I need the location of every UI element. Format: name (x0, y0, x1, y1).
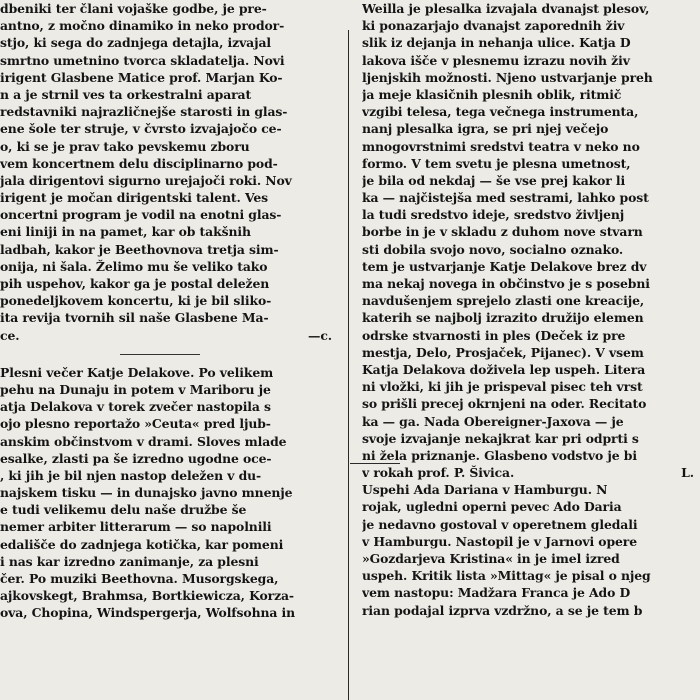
text-line: la tudi sredstvo ideje, sredstvo življenj (362, 207, 625, 223)
text-line: o, ki se je prav tako pevskemu zboru (0, 138, 250, 154)
text-line: Weilla je plesalka izvajala dvanajst plesov, (362, 1, 650, 16)
text-line: ene šole ter struje, v čvrsto izvajajočo ce- (0, 121, 282, 137)
text-line: nanj plesalka igra, se pri njej večejo (362, 121, 609, 137)
text-line: rojak, ugledni operni pevec Ado Daria (362, 499, 622, 515)
right-column (362, 0, 700, 619)
text-line: v Hamburgu. Nastopil je v Jarnovi opere (362, 533, 637, 549)
text-line (0, 327, 336, 344)
text-line: jala dirigentovi sigurno urejajoči roki. Nov (0, 172, 292, 188)
section-rule (350, 463, 400, 464)
text-line: ponedeljkovem koncertu, ki je bil sliko- (0, 293, 272, 309)
text-line: čer. Po muziki Beethovna. Musorgskega, (0, 571, 279, 586)
text-line: antno, z močno dinamiko in neko prodor- (0, 18, 285, 34)
text-line: i nas kar izredno zanimanje, za plesni (0, 553, 259, 569)
text-line: navdušenjem sprejelo zlasti one kreacije, (362, 293, 645, 309)
text-line: , ki jih je bil njen nastop deležen v du- (0, 467, 262, 483)
text-line: onija, ni šala. Želimo mu še veliko tako (0, 258, 268, 274)
text-line: esalke, zlasti pa še izredno ugodne oce- (0, 450, 272, 466)
text-line: rian podajal izprva vzdržno, a se je tem b (362, 602, 643, 618)
text-line: nemer arbiter litterarum — so napolnili (0, 519, 272, 535)
text-line: irigent je močan dirigentski talent. Ves (0, 190, 268, 206)
text-line: ki ponazarjajo dvanajst zaporednih živ (362, 18, 625, 34)
text-line: oncertni program je vodil na enotni glas- (0, 207, 282, 223)
text-line: redstavniki najrazličnejše starosti in glas- (0, 104, 288, 120)
text-line: svoje izvajanje nekajkrat kar pri odprti s (362, 430, 639, 446)
text-line: lakova išče v plesnemu izrazu novih živ (362, 52, 630, 68)
text-line: mestja, Delo, Prosjaček, Pijanec). V vsem (362, 344, 644, 360)
text-line: najskem tisku — in dunajsko javno mnenje (0, 485, 293, 501)
text-line: pehu na Dunaju in potem v Mariboru je (0, 381, 271, 397)
column-divider (348, 30, 349, 700)
text-line: n a je strnil ves ta orkestralni aparat (0, 86, 252, 102)
text-line: vem koncertnem delu disciplinarno pod- (0, 155, 278, 171)
text-line: atja Delakova v torek zvečer nastopila s (0, 399, 271, 415)
text-line: stjo, ki sega do zadnjega detajla, izvajal (0, 35, 272, 51)
text-line: irigent Glasbene Matice prof. Marjan Ko- (0, 69, 283, 85)
author-signature: L. (681, 465, 694, 481)
article-separator (0, 344, 336, 364)
text-fragment: N (591, 482, 608, 498)
text-line: ajkovskegt, Brahmsa, Bortkiewicza, Korza- (0, 588, 294, 604)
text-line: sti dobila svojo novo, socialno oznako. (362, 241, 624, 257)
text-fragment: Po velikem (194, 364, 274, 380)
text-line: ljenjskih možnosti. Njeno ustvarjanje preh (362, 69, 653, 85)
text-line: ma nekaj novega in občinstvo je s posebni (362, 276, 650, 291)
text-line: e tudi velikemu delu naše družbe še (0, 502, 247, 518)
text-line: mnogovrstnimi sredstvi teatra v neko no (362, 138, 640, 154)
text-line: eni liniji in na pamet, kar ob takšnih (0, 224, 251, 240)
left-column (0, 0, 336, 622)
text-line: smrtno umetnino tvorca skladatelja. Novi (0, 52, 285, 68)
text-fragment: v rokah prof. P. Šivica. (362, 465, 515, 481)
dance-evening-continued (362, 0, 700, 481)
text-line: ladbah, kakor je Beethovnova tretja sim- (0, 241, 279, 257)
text-line: ka — ga. Nada Obereigner-Jaxova — je (362, 413, 624, 429)
text-line: so prišli precej okrnjeni na oder. Recitato (362, 396, 647, 412)
author-signature: —c. (308, 327, 332, 343)
text-line: ova, Chopina, Windspergerja, Wolfsohna in (0, 605, 296, 621)
text-fragment: ce. (0, 327, 20, 343)
text-line: Katja Delakova doživela lep uspeh. Litera (362, 361, 646, 377)
text-line: odrske stvarnosti in ples (Deček iz pre (362, 327, 626, 343)
text-line: slik iz dejanja in nehanja ulice. Katja D (362, 35, 631, 51)
text-line: vzgibi telesa, tega večnega instrumenta, (362, 104, 639, 120)
text-line: ja meje klasičnih plesnih oblik, ritmič (362, 86, 622, 102)
text-line: anskim občinstvom v drami. Sloves mlade (0, 433, 287, 449)
text-line: ojo plesno reportažo »Ceuta« pred ljub- (0, 416, 271, 432)
text-line (362, 464, 700, 481)
text-line (0, 364, 336, 381)
text-line: vem nastopu: Madžara Franca je Ado D (362, 585, 631, 601)
text-line: ni žela priznanje. Glasbeno vodstvo je bi (362, 447, 637, 463)
text-line: ni vložki, ki jih je prispeval pisec teh vrst (362, 379, 643, 395)
text-line (362, 481, 700, 498)
text-line: katerih se najbolj izrazito družijo elemen (362, 310, 644, 326)
separator-rule (120, 354, 200, 355)
concert-review-paragraph (0, 0, 336, 344)
text-line: formo. V tem svetu je plesna umetnost, (362, 155, 631, 171)
text-line: ita revija tvornih sil naše Glasbene Ma- (0, 310, 269, 326)
ado-darian-article (362, 481, 700, 619)
text-line: pih uspehov, kakor ga je postal deležen (0, 276, 270, 291)
text-line: je nedavno gostoval v operetnem gledali (362, 516, 638, 532)
text-line: ka — najčistejša med sestrami, lahko post (362, 190, 649, 206)
text-line: uspeh. Kritik lista »Mittag« je pisal o njeg (362, 568, 651, 584)
article-heading: Plesni večer Katje Delakove. (0, 364, 195, 380)
dance-evening-article (0, 364, 336, 622)
text-line: dbeniki ter člani vojaške godbe, je pre- (0, 1, 267, 16)
article-heading: Uspehi Ada Dariana v Hamburgu. (362, 482, 592, 498)
text-line: borbe in je v skladu z duhom nove stvarn (362, 224, 643, 240)
text-line: je bila od nekdaj — še vse prej kakor li (362, 172, 626, 188)
text-line: »Gozdarjeva Kristina« in je imel izred (362, 551, 620, 566)
text-line: edališče do zadnjega kotička, kar pomeni (0, 536, 284, 552)
text-line: tem je ustvarjanje Katje Delakove brez dv (362, 258, 647, 274)
